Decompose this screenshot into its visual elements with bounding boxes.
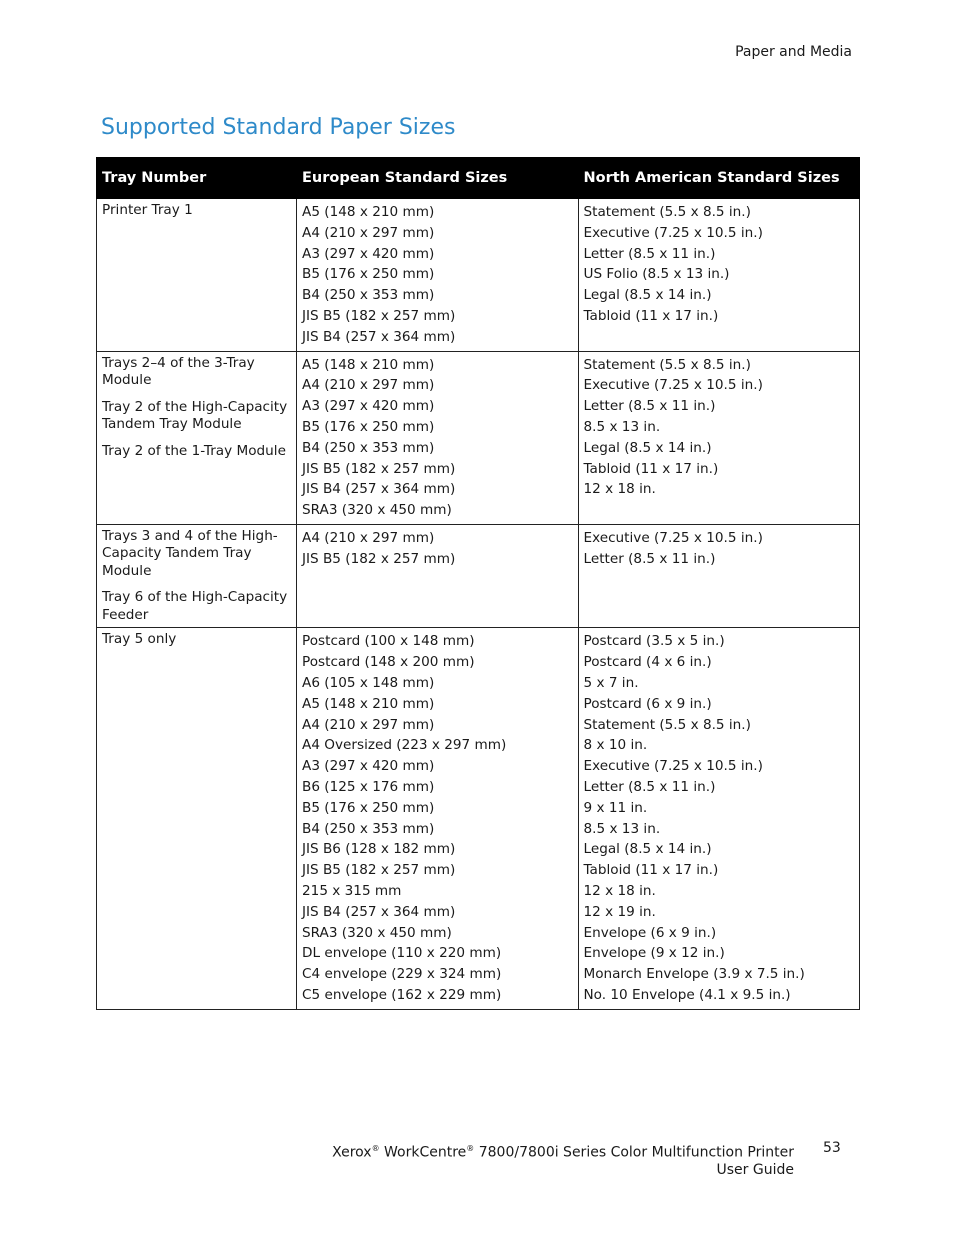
european-size: A5 (148 x 210 mm) (302, 695, 435, 712)
north-american-size: Executive (7.25 x 10.5 in.) (583, 377, 763, 394)
european-size: B4 (250 x 353 mm) (302, 820, 435, 837)
european-size: JIS B5 (182 x 257 mm) (302, 862, 456, 879)
european-size: A4 (210 x 297 mm) (302, 377, 435, 394)
european-size: JIS B6 (128 x 182 mm) (302, 841, 456, 858)
european-size: Postcard (100 x 148 mm) (302, 633, 475, 650)
north-american-sizes-cell (578, 199, 860, 352)
tray-name: Tray 5 only (102, 631, 177, 648)
running-header: Paper and Media (735, 44, 852, 60)
table-body (97, 199, 860, 1010)
european-size: JIS B4 (257 x 364 mm) (302, 328, 456, 345)
page-title: Supported Standard Paper Sizes (101, 115, 456, 140)
north-american-size: 5 x 7 in. (583, 675, 639, 692)
european-size: A4 (210 x 297 mm) (302, 529, 435, 546)
north-american-size: 8 x 10 in. (583, 737, 648, 754)
tray-name: Trays 3 and 4 of the High-Capacity Tandem Tray Module (102, 527, 278, 579)
table-row (97, 199, 860, 352)
european-size: JIS B4 (257 x 364 mm) (302, 903, 456, 920)
tray-name: Tray 2 of the High-Capacity Tandem Tray Module (102, 398, 288, 433)
footer (332, 1140, 794, 1180)
north-american-size: Legal (8.5 x 14 in.) (583, 841, 712, 858)
table-header-row (97, 158, 860, 199)
european-size: JIS B5 (182 x 257 mm) (302, 550, 456, 567)
north-american-size: Letter (8.5 x 11 in.) (583, 550, 716, 567)
north-american-size: US Folio (8.5 x 13 in.) (583, 266, 730, 283)
european-size: A6 (105 x 148 mm) (302, 675, 435, 692)
tray-name: Tray 2 of the 1-Tray Module (102, 442, 286, 459)
footer-brand: Xerox (332, 1144, 372, 1161)
european-size: B5 (176 x 250 mm) (302, 418, 435, 435)
european-size: B4 (250 x 353 mm) (302, 439, 435, 456)
column-header-tray-number: Tray Number (97, 158, 297, 199)
north-american-sizes-cell (578, 524, 860, 628)
european-size: A3 (297 x 420 mm) (302, 758, 435, 775)
north-american-size: Statement (5.5 x 8.5 in.) (583, 204, 751, 220)
european-size: JIS B4 (257 x 364 mm) (302, 481, 456, 498)
european-size: SRA3 (320 x 450 mm) (302, 502, 452, 519)
table-row (97, 628, 860, 1009)
north-american-size: Executive (7.25 x 10.5 in.) (583, 529, 763, 546)
north-american-size: Tabloid (11 x 17 in.) (583, 862, 719, 879)
european-size: Postcard (148 x 200 mm) (302, 654, 475, 671)
footer-product: WorkCentre (384, 1144, 467, 1161)
footer-brand-mark: ® (371, 1144, 380, 1153)
north-american-size: 12 x 18 in. (583, 481, 656, 498)
european-size: SRA3 (320 x 450 mm) (302, 924, 452, 941)
european-size: JIS B5 (182 x 257 mm) (302, 307, 456, 324)
european-sizes-cell (297, 524, 578, 628)
north-american-size: Statement (5.5 x 8.5 in.) (583, 356, 751, 373)
european-sizes-cell (297, 351, 578, 524)
north-american-size: Letter (8.5 x 11 in.) (583, 779, 716, 796)
european-size: A3 (297 x 420 mm) (302, 398, 435, 415)
european-size: A5 (148 x 210 mm) (302, 204, 435, 220)
north-american-size: Legal (8.5 x 14 in.) (583, 439, 712, 456)
european-size: A4 (210 x 297 mm) (302, 224, 435, 241)
table-row (97, 351, 860, 524)
north-american-size: Letter (8.5 x 11 in.) (583, 245, 716, 262)
footer-model: 7800/7800i Series Color Multifunction Printer (474, 1144, 794, 1161)
north-american-size: Tabloid (11 x 17 in.) (583, 307, 719, 324)
european-size: A4 (210 x 297 mm) (302, 716, 435, 733)
european-size: C4 envelope (229 x 324 mm) (302, 966, 502, 983)
north-american-size: No. 10 Envelope (4.1 x 9.5 in.) (583, 987, 791, 1003)
north-american-size: Executive (7.25 x 10.5 in.) (583, 758, 763, 775)
north-american-size: Executive (7.25 x 10.5 in.) (583, 224, 763, 241)
north-american-size: Postcard (3.5 x 5 in.) (583, 633, 725, 650)
tray-name: Trays 2–4 of the 3-Tray Module (102, 354, 255, 389)
european-size: JIS B5 (182 x 257 mm) (302, 460, 456, 477)
european-size: B6 (125 x 176 mm) (302, 779, 435, 796)
european-size: A3 (297 x 420 mm) (302, 245, 435, 262)
north-american-size: Envelope (9 x 12 in.) (583, 945, 725, 962)
european-size: C5 envelope (162 x 229 mm) (302, 987, 502, 1003)
european-size: B5 (176 x 250 mm) (302, 799, 435, 816)
tray-number-cell (97, 524, 297, 628)
north-american-size: Postcard (6 x 9 in.) (583, 695, 712, 712)
european-size: A4 Oversized (223 x 297 mm) (302, 737, 507, 754)
european-size: B5 (176 x 250 mm) (302, 266, 435, 283)
north-american-size: 9 x 11 in. (583, 799, 648, 816)
tray-number-cell (97, 199, 297, 352)
north-american-size: Monarch Envelope (3.9 x 7.5 in.) (583, 966, 805, 983)
tray-number-cell (97, 351, 297, 524)
north-american-size: 12 x 19 in. (583, 903, 656, 920)
tray-name: Printer Tray 1 (102, 202, 193, 218)
north-american-size: Legal (8.5 x 14 in.) (583, 287, 712, 304)
footer-product-line (332, 1140, 794, 1162)
north-american-size: 8.5 x 13 in. (583, 820, 661, 837)
tray-number-cell (97, 628, 297, 1009)
column-header-north-american-sizes: North American Standard Sizes (578, 158, 860, 199)
north-american-size: Envelope (6 x 9 in.) (583, 924, 717, 941)
north-american-size: 8.5 x 13 in. (583, 418, 661, 435)
european-size: B4 (250 x 353 mm) (302, 287, 435, 304)
european-size: DL envelope (110 x 220 mm) (302, 945, 502, 962)
table-row (97, 524, 860, 628)
north-american-size: Statement (5.5 x 8.5 in.) (583, 716, 751, 733)
north-american-size: 12 x 18 in. (583, 883, 656, 900)
page-number: 53 (823, 1140, 841, 1156)
north-american-sizes-cell (578, 351, 860, 524)
north-american-size: Tabloid (11 x 17 in.) (583, 460, 719, 477)
european-size: A5 (148 x 210 mm) (302, 356, 435, 373)
footer-product-mark: ® (466, 1144, 475, 1153)
footer-guide: User Guide (716, 1162, 794, 1179)
paper-sizes-table (96, 157, 860, 1010)
north-american-size: Letter (8.5 x 11 in.) (583, 398, 716, 415)
european-sizes-cell (297, 628, 578, 1009)
european-size: 215 x 315 mm (302, 883, 402, 900)
north-american-size: Postcard (4 x 6 in.) (583, 654, 712, 671)
north-american-sizes-cell (578, 628, 860, 1009)
tray-name: Tray 6 of the High-Capacity Feeder (102, 589, 288, 623)
european-sizes-cell (297, 199, 578, 352)
column-header-european-sizes: European Standard Sizes (297, 158, 578, 199)
